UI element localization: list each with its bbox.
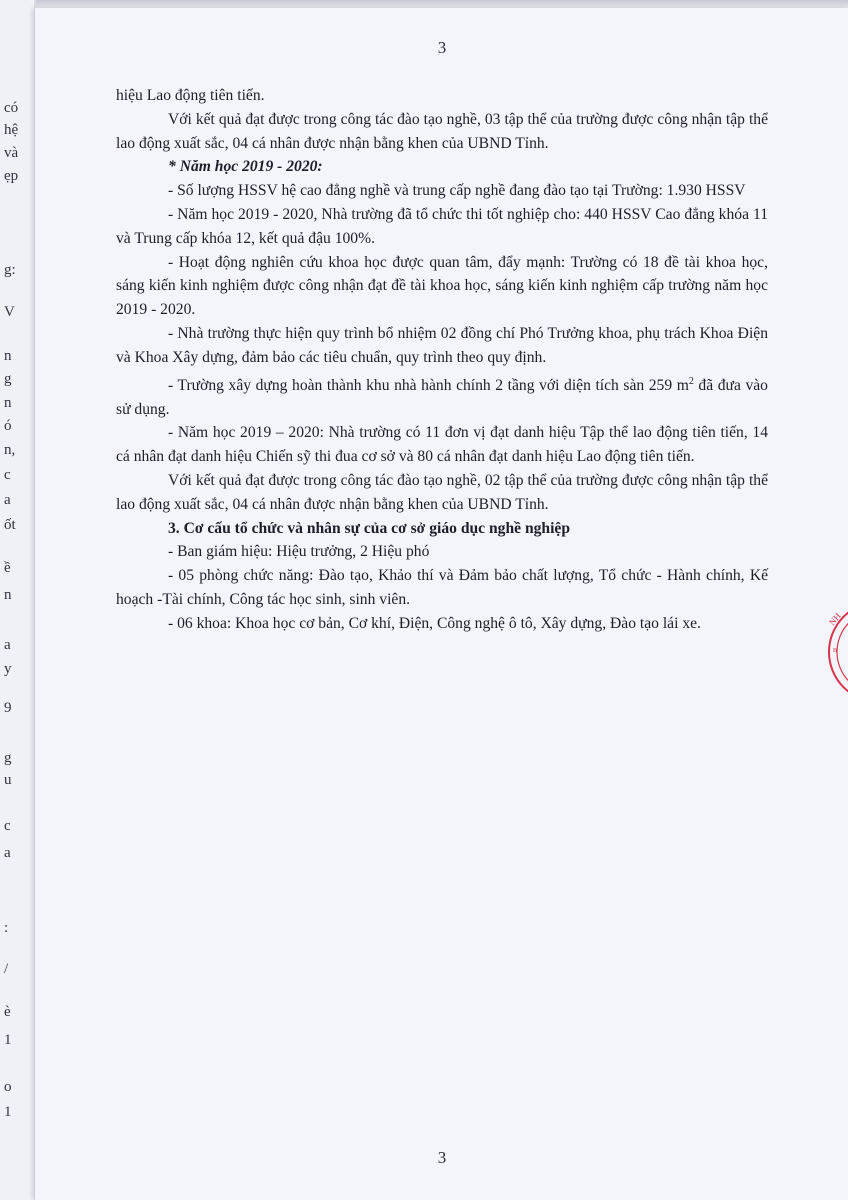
section-heading: 3. Cơ cấu tổ chức và nhân sự của cơ sở giáo dục nghề nghiệp xyxy=(168,519,571,537)
adjacent-page-char: có xyxy=(4,100,19,116)
paragraph-9: Với kết quả đạt được trong công tác đào tạo nghề, 02 tập thể của trường được công nhận tập thể lao động xuất sắc, 04 cá nhân được nhận bằng khen của UBND Tỉnh. xyxy=(116,471,768,513)
adjacent-page-char: a xyxy=(4,492,11,508)
paragraph-4: - Năm học 2019 - 2020, Nhà trường đã tổ chức thi tốt nghiệp cho: 440 HSSV Cao đẳng khóa 11 và Trung cấp khóa 12, kết quả đậu 100%. xyxy=(116,205,768,247)
svg-text:B: B xyxy=(833,648,838,654)
adjacent-page-char: ó xyxy=(4,418,12,434)
adjacent-page-char: 1 xyxy=(4,1032,12,1048)
adjacent-page-char: g: xyxy=(4,262,16,278)
adjacent-page-char: 1 xyxy=(4,1104,12,1120)
adjacent-page-char: ề xyxy=(4,560,11,576)
adjacent-page-char: / xyxy=(4,961,9,977)
adjacent-page-char: o xyxy=(4,1079,12,1095)
adjacent-page-char: hệ xyxy=(4,122,19,138)
paragraph-2: Với kết quả đạt được trong công tác đào tạo nghề, 03 tập thể của trường được công nhận tập thể lao động xuất sắc, 04 cá nhân được nhận bằng khen của UBND Tỉnh. xyxy=(116,110,768,152)
red-stamp-fragment xyxy=(823,596,848,708)
paragraph-5: - Hoạt động nghiên cứu khoa học được quan tâm, đẩy mạnh: Trường có 18 đề tài khoa học, sáng kiến kinh nghiệm được công nhận đạt đề tài khoa học, sáng kiến kinh nghiệm cấp trường năm học 2019 - 2020. xyxy=(116,253,768,319)
adjacent-page-char: : xyxy=(4,920,9,936)
paragraph-10: - Ban giám hiệu: Hiệu trưởng, 2 Hiệu phó xyxy=(168,543,430,561)
paragraph-7-tail: đã đưa vào sử dụng. xyxy=(116,376,768,418)
document-body xyxy=(116,84,768,636)
adjacent-page-char: n xyxy=(4,348,12,364)
paragraph-11: - 05 phòng chức năng: Đào tạo, Khảo thí và Đảm bảo chất lượng, Tổ chức - Hành chính, Kế hoạch -Tài chính, Công tác học sinh, sinh viên. xyxy=(116,567,768,608)
adjacent-page-char: a xyxy=(4,845,11,861)
superscript-2: 2 xyxy=(688,375,694,387)
paragraph-7-text: - Trường xây dựng hoàn thành khu nhà hành chính 2 tầng với diện tích sàn 259 m xyxy=(168,376,689,394)
adjacent-page-char: g xyxy=(4,750,12,766)
adjacent-page-char: è xyxy=(4,1004,11,1020)
adjacent-page-char: và xyxy=(4,145,19,161)
paragraph-12: - 06 khoa: Khoa học cơ bản, Cơ khí, Điện, Công nghệ ô tô, Xây dựng, Đào tạo lái xe. xyxy=(168,614,701,632)
adjacent-page-char: n, xyxy=(4,442,16,458)
adjacent-page-char: u xyxy=(4,772,12,788)
paragraph-6: - Nhà trường thực hiện quy trình bổ nhiệm 02 đồng chí Phó Trưởng khoa, phụ trách Khoa Điện và Khoa Xây dựng, đảm bảo các tiêu chuẩn, quy trình theo quy định. xyxy=(116,324,768,366)
year-heading: * Năm học 2019 - 2020: xyxy=(168,158,323,176)
adjacent-page-char: 9 xyxy=(4,700,12,716)
adjacent-page-char: ốt xyxy=(4,517,16,533)
paragraph-7 xyxy=(116,370,768,422)
paragraph-1: hiệu Lao động tiên tiến. xyxy=(116,87,265,104)
adjacent-page-char: ẹp xyxy=(4,168,19,184)
adjacent-page-char: y xyxy=(4,661,12,677)
adjacent-page-char: n xyxy=(4,395,12,411)
adjacent-page-char: V xyxy=(4,304,15,320)
paragraph-3: - Số lượng HSSV hệ cao đẳng nghề và trung cấp nghề đang đào tạo tại Trường: 1.930 HSSV xyxy=(168,182,746,200)
page-number-bottom: 3 xyxy=(437,1148,447,1167)
paragraph-8: - Năm học 2019 – 2020: Nhà trường có 11 đơn vị đạt danh hiệu Tập thể lao động tiên tiến, 14 cá nhân đạt danh hiệu Chiến sỹ thi đua cơ sở và 80 cá nhân đạt danh hiệu Lao động tiên tiến. xyxy=(116,424,768,466)
page-number-top: 3 xyxy=(437,38,447,57)
svg-text:NH: NH xyxy=(826,610,843,628)
adjacent-page-char: g xyxy=(4,371,12,387)
adjacent-page-char: c xyxy=(4,818,11,834)
adjacent-page-char: c xyxy=(4,467,11,483)
adjacent-page-char: n xyxy=(4,587,12,603)
adjacent-page-char: a xyxy=(4,637,11,653)
adjacent-page-strip xyxy=(0,0,34,1200)
